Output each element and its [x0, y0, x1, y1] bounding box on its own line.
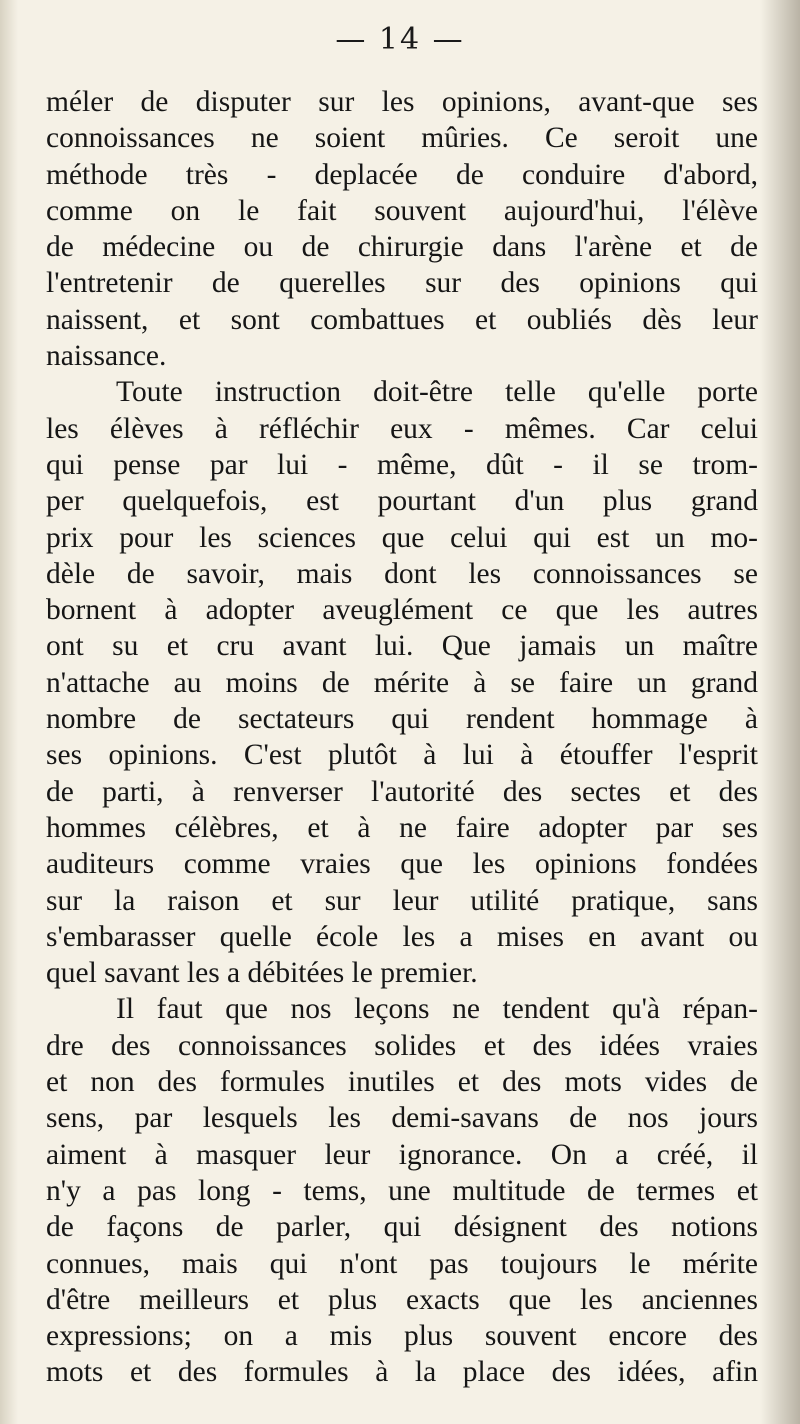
text-line: Il faut que nos leçons ne tendent qu'à répan- [116, 993, 758, 1026]
text-line: n'attache au moins de mérite à se faire un grand [46, 666, 758, 699]
text-line: bornent à adopter aveuglément ce que les autres [46, 594, 758, 627]
text-line: aiment à masquer leur ignorance. On a créé, il [46, 1138, 758, 1171]
text-line: s'embarasser quelle école les a mises en avant ou [46, 920, 758, 953]
text-line: l'entretenir de querelles sur des opinions qui [46, 267, 758, 300]
text-line: expressions; on a mis plus souvent encore des [46, 1320, 758, 1353]
text-line: ses opinions. C'est plutôt à lui à étouffer l'esprit [46, 739, 758, 772]
body-text [46, 84, 758, 1391]
text-line: sens, par lesquels les demi-savans de nos jours [46, 1102, 758, 1135]
text-line: per quelquefois, est pourtant d'un plus grand [46, 485, 758, 518]
text-line: nombre de sectateurs qui rendent hommage à [46, 703, 758, 736]
text-line: et non des formules inutiles et des mots vides de [46, 1066, 758, 1099]
text-line: quel savant les a débitées le premier. [46, 957, 478, 990]
text-line: hommes célèbres, et à ne faire adopter par ses [46, 811, 758, 844]
text-line: ont su et cru avant lui. Que jamais un maître [46, 630, 758, 663]
text-line: prix pour les sciences que celui qui est un mo- [46, 521, 758, 554]
text-line: qui pense par lui - même, dût - il se trom- [46, 448, 758, 481]
text-line: de médecine ou de chirurgie dans l'arène et de [46, 231, 758, 264]
text-line: comme on le fait souvent aujourd'hui, l'élève [46, 194, 758, 227]
text-line: d'être meilleurs et plus exacts que les anciennes [46, 1283, 758, 1316]
text-line: mots et des formules à la place des idées, afin [46, 1356, 758, 1389]
text-line: de façons de parler, qui désignent des notions [46, 1211, 758, 1244]
text-line: naissent, et sont combattues et oubliés dès leur [46, 303, 758, 336]
text-line: n'y a pas long - tems, une multitude de termes et [46, 1174, 758, 1207]
text-line: de parti, à renverser l'autorité des sectes et des [46, 775, 758, 808]
page-number: — 14 — [335, 22, 465, 57]
text-line: sur la raison et sur leur utilité pratique, sans [46, 884, 758, 917]
text-line: Toute instruction doit-être telle qu'elle porte [116, 376, 758, 409]
text-line: auditeurs comme vraies que les opinions fondées [46, 848, 758, 881]
text-line: connoissances ne soient mûries. Ce seroit une [46, 122, 758, 155]
text-line: connues, mais qui n'ont pas toujours le mérite [46, 1247, 758, 1280]
text-line: naissance. [46, 340, 167, 373]
text-line: dre des connoissances solides et des idées vraies [46, 1029, 758, 1062]
page-edge-shadow [760, 0, 800, 1424]
text-line: méler de disputer sur les opinions, avant-que ses [46, 86, 758, 118]
text-line: dèle de savoir, mais dont les connoissances se [46, 557, 758, 590]
page-gutter-shadow [0, 0, 18, 1424]
text-line: les élèves à réfléchir eux - mêmes. Car celui [46, 412, 758, 445]
text-line: méthode très - deplacée de conduire d'abord, [46, 158, 758, 191]
